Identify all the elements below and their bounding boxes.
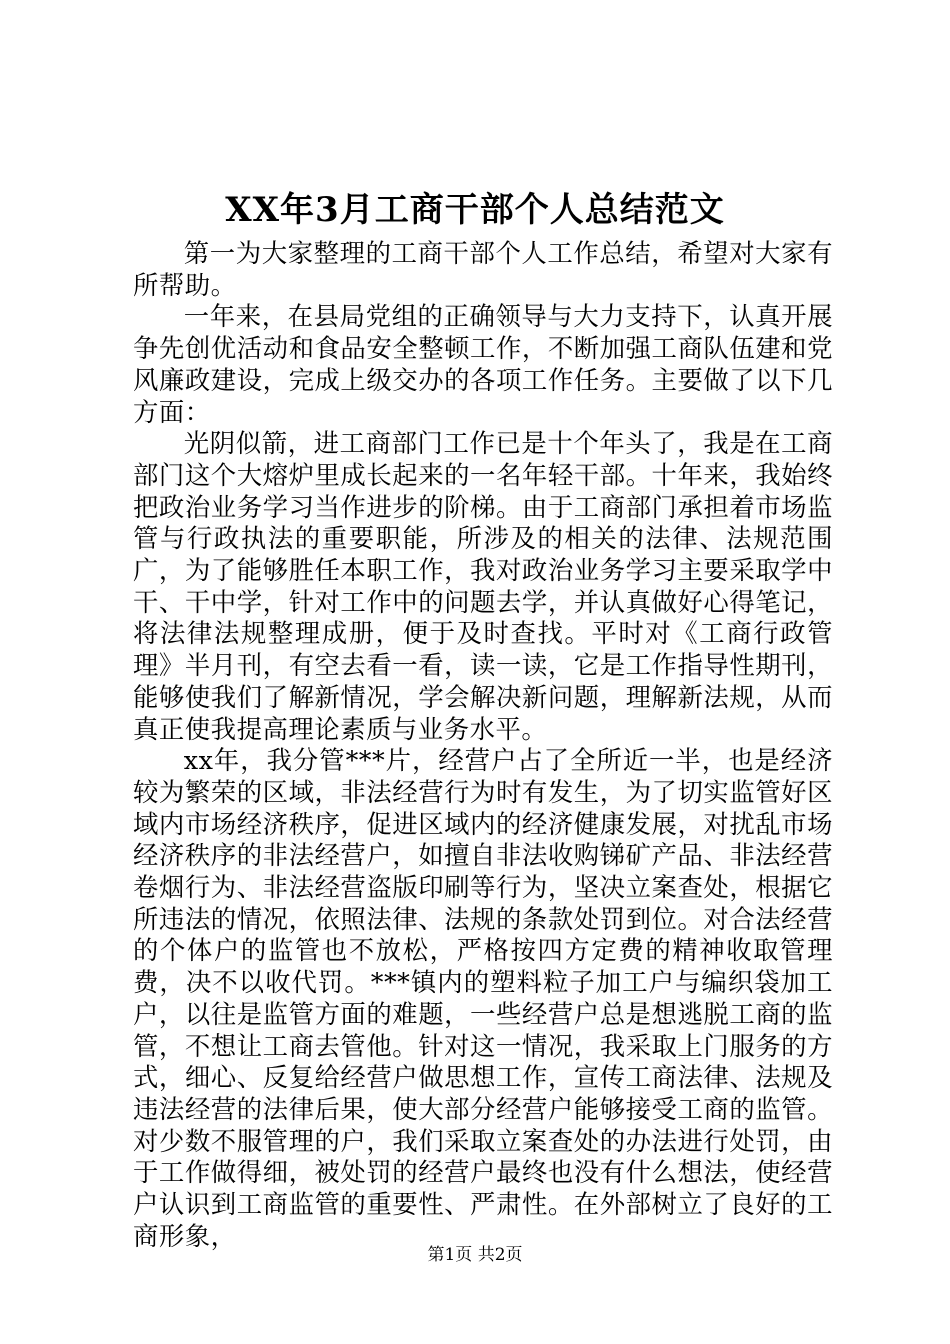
document-body [133, 238, 833, 1253]
document-title: XX年3月工商干部个人总结范文 [225, 190, 725, 230]
paragraph-study: 光阴似箭，进工商部门工作已是十个年头了，我是在工商部门这个大熔炉里成长起来的一名年轻干部。十年来，我始终把政治业务学习当作进步的阶梯。由于工商部门承担着市场监管与行政执法的重要职能，所涉及的相关的法律、法规范围广，为了能够胜任本职工作，我对政治业务学习主要采取学中干、干中学，针对工作中的问题去学，并认真做好心得笔记，将法律法规整理成册，便于及时查找。平时对《工商行政管理》半月刊，有空去看一看，读一读，它是工作指导性期刊，能够使我们了解新情况，学会解决新问题，理解新法规，从而真正使我提高理论素质与业务水平。 [133, 428, 833, 744]
paragraph-supervision: xx年，我分管***片，经营户占了全所近一半，也是经济较为繁荣的区域，非法经营行为时有发生，为了切实监管好区域内市场经济秩序，促进区域内的经济健康发展，对扰乱市场经济秩序的非法经营户，如擅自非法收购锑矿产品、非法经营卷烟行为、非法经营盗版印刷等行为，坚决立案查处，根据它所违法的情况，依照法律、法规的条款处罚到位。对合法经营的个体户的监管也不放松，严格按四方定费的精神收取管理费，决不以收代罚。***镇内的塑料粒子加工户与编织袋加工户，以往是监管方面的难题，一些经营户总是想逃脱工商的监管，不想让工商去管他。针对这一情况，我采取上门服务的方式，细心、反复给经营户做思想工作，宣传工商法律、法规及违法经营的法律后果，使大部分经营户能够接受工商的监管。对少数不服管理的户，我们采取立案查处的办法进行处罚，由于工作做得细，被处罚的经营户最终也没有什么想法，使经营户认识到工商监管的重要性、严肃性。在外部树立了良好的工商形象， [133, 745, 833, 1251]
page-number-footer: 第1页 共2页 [427, 1245, 523, 1265]
paragraph-intro: 第一为大家整理的工商干部个人工作总结，希望对大家有所帮助。 [133, 238, 833, 300]
paragraph-overview: 一年来，在县局党组的正确领导与大力支持下，认真开展争先创优活动和食品安全整顿工作，不断加强工商队伍建和党风廉政建设，完成上级交办的各项工作任务。主要做了以下几方面： [133, 301, 833, 427]
